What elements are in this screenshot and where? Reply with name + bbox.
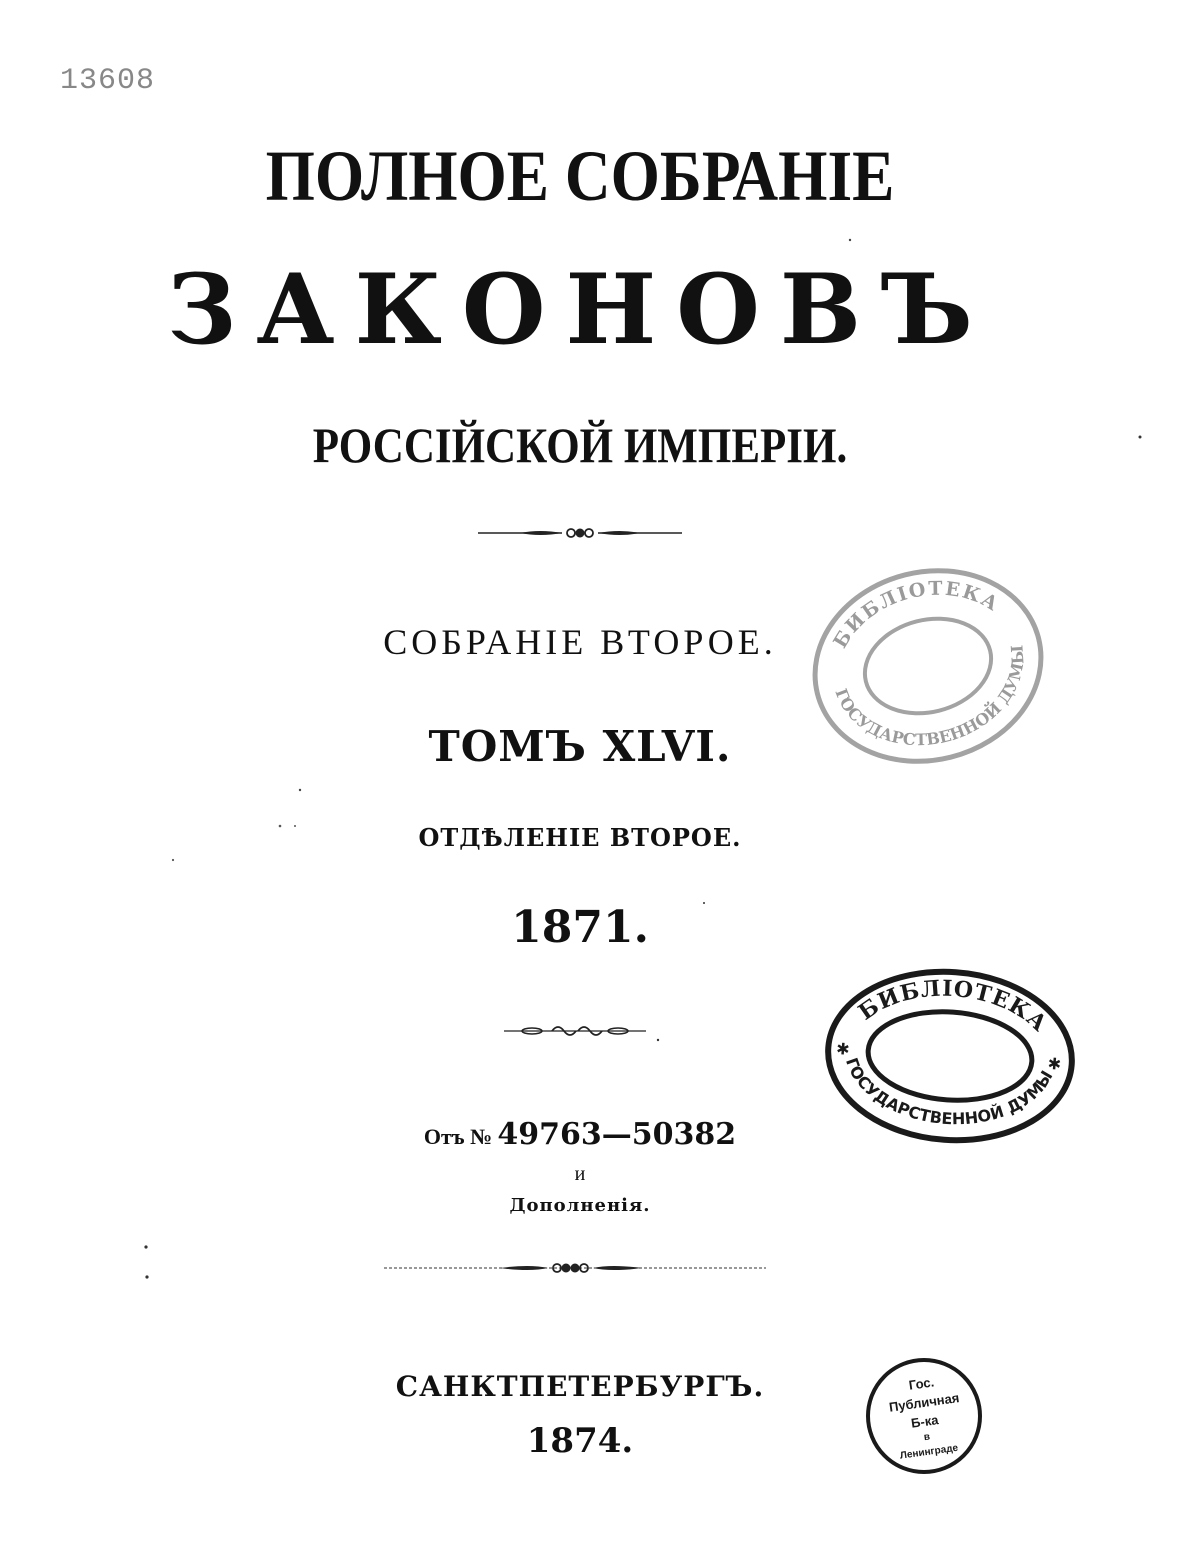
library-stamp-dark [816,957,1084,1154]
conjunction: и [574,1163,586,1185]
stamp3-line-5: Ленинграде [899,1442,959,1462]
year-label: 1871. [511,902,649,953]
collection-label: СОБРАНІЕ ВТОРОЕ. [383,622,777,662]
stamp2-top-text: БИБЛІОТЕКА [853,975,1053,1038]
range-prefix: Отъ № [423,1124,493,1149]
ornament-divider-2 [500,1021,650,1041]
stamp3-line-2: Публичная [888,1390,961,1415]
ornament-divider-1 [470,523,690,543]
stamp1-bottom-text: ГОСУДАРСТВЕННОЙ ДУМЫ [831,644,1028,750]
stamp1-top-text: БИБЛІОТЕКА [829,577,1004,653]
volume-label: ТОМЪ XLVI. [428,722,732,771]
public-library-stamp [864,1356,984,1476]
ornament-divider-3 [380,1258,770,1278]
stamp3-line-1: Гос. [907,1374,936,1393]
additions-label: Дополненія. [509,1195,651,1216]
stamp2-bottom-text: ГОСУДАРСТВЕННОЙ ДУМЫ [841,1055,1057,1129]
publication-year: 1874. [526,1421,634,1461]
title-line-1: ПОЛНОЕ СОБРАНІЕ [265,136,895,216]
range-numbers: 49763—50382 [497,1117,737,1152]
title-line-2: ЗАКОНОВЪ [167,253,993,366]
stamp3-line-3: Б-ка [910,1412,940,1431]
shelf-number: 13608 [60,64,156,98]
department-label: ОТДѢЛЕНІЕ ВТОРОЕ. [418,823,742,852]
stamp3-line-4: в [923,1431,931,1444]
stamp2-star-right: ✱ [1047,1053,1062,1074]
city-label: САНКТПЕТЕРБУРГЪ. [395,1370,765,1403]
stamp2-star-left: ✱ [835,1039,851,1059]
title-line-3: РОССІЙСКОЙ ИМПЕРІИ. [312,417,848,473]
